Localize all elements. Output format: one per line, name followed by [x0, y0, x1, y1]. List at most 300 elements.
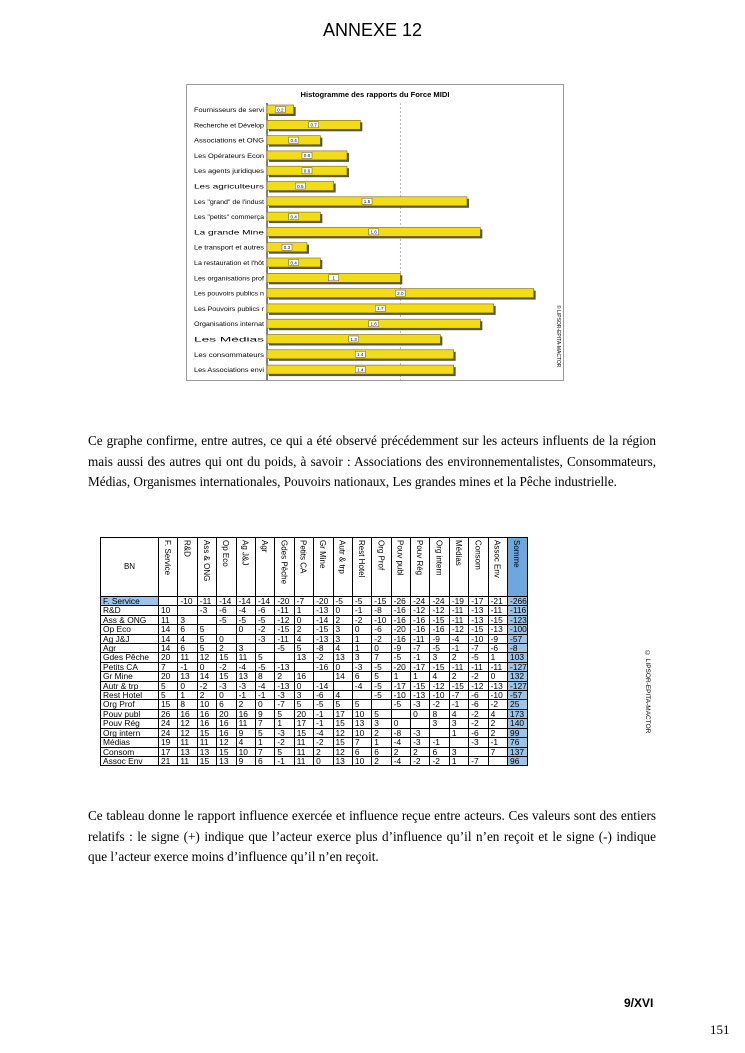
- row-label: Pouv Rég: [101, 719, 159, 728]
- column-header: [469, 538, 488, 597]
- table-cell: -10: [372, 615, 391, 624]
- table-cell: -13: [275, 662, 294, 671]
- column-header-label: Pouv Rég: [415, 540, 425, 576]
- sum-cell: 103: [508, 653, 528, 662]
- value-label: 0.6: [303, 153, 311, 159]
- table-cell: -1: [314, 709, 333, 718]
- table-cell: -2: [469, 719, 488, 728]
- sum-cell: 140: [508, 719, 528, 728]
- table-cell: 3: [236, 644, 255, 653]
- table-cell: -12: [411, 606, 430, 615]
- table-cell: -9: [430, 634, 449, 643]
- table-cell: -1: [411, 653, 430, 662]
- table-row: [101, 625, 528, 634]
- table-cell: 5: [372, 709, 391, 718]
- value-label: 0.4: [290, 214, 297, 220]
- table-cell: 6: [352, 747, 371, 756]
- chart-svg: [187, 85, 563, 380]
- table-cell: 11: [159, 615, 178, 624]
- table-cell: 6: [430, 747, 449, 756]
- table-cell: 0: [197, 662, 216, 671]
- table-cell: -3: [411, 738, 430, 747]
- table-cell: -7: [469, 756, 488, 765]
- table-cell: -16: [391, 606, 410, 615]
- table-cell: [469, 747, 488, 756]
- table-cell: 4: [178, 634, 197, 643]
- table-cell: 11: [294, 756, 313, 765]
- table-cell: -8: [391, 728, 410, 737]
- value-label: 0.3: [283, 245, 291, 250]
- column-header-label: Assoc Env: [492, 540, 502, 578]
- column-header-label: Op Eco: [221, 540, 231, 567]
- table-cell: -20: [314, 597, 333, 606]
- sum-cell: -8: [508, 644, 528, 653]
- table-cell: -7: [294, 597, 313, 606]
- table-cell: -5: [372, 691, 391, 700]
- table-cell: 8: [178, 700, 197, 709]
- sum-cell: 137: [508, 747, 528, 756]
- table-cell: -2: [469, 672, 488, 681]
- table-cell: -13: [314, 606, 333, 615]
- table-cell: 7: [255, 719, 274, 728]
- table-cell: -4: [236, 606, 255, 615]
- table-cell: [449, 738, 468, 747]
- table-cell: 1: [352, 634, 371, 643]
- table-cell: -24: [411, 597, 430, 606]
- table-cell: 2: [294, 625, 313, 634]
- value-label: 1.6: [370, 229, 377, 235]
- table-cell: -5: [314, 700, 333, 709]
- table-cell: -6: [469, 691, 488, 700]
- table-cell: -17: [469, 597, 488, 606]
- table-cell: -15: [372, 597, 391, 606]
- table-cell: -4: [391, 738, 410, 747]
- table-cell: -11: [469, 662, 488, 671]
- table-cell: [411, 719, 430, 728]
- table-cell: 13: [352, 719, 371, 728]
- table-cell: -5: [255, 662, 274, 671]
- table-cell: -14: [314, 615, 333, 624]
- table-cell: -9: [488, 634, 507, 643]
- table-cell: -12: [275, 615, 294, 624]
- table-cell: 0: [372, 644, 391, 653]
- table-cell: 6: [255, 756, 274, 765]
- table-cell: 14: [159, 644, 178, 653]
- table-cell: -15: [488, 615, 507, 624]
- table-cell: 17: [159, 747, 178, 756]
- table-cell: -5: [430, 644, 449, 653]
- table-cell: -1: [236, 691, 255, 700]
- sum-cell: -127: [508, 681, 528, 690]
- table-cell: 1: [294, 606, 313, 615]
- table-cell: 3: [449, 719, 468, 728]
- table-cell: 16: [197, 709, 216, 718]
- table-cell: -6: [469, 728, 488, 737]
- column-header: [372, 538, 391, 597]
- table-cell: -11: [449, 606, 468, 615]
- table-cell: -4: [391, 756, 410, 765]
- table-cell: 3: [430, 719, 449, 728]
- sum-cell: -127: [508, 662, 528, 671]
- table-cell: 0: [352, 625, 371, 634]
- table-cell: -2: [488, 700, 507, 709]
- row-label: Médias: [101, 738, 159, 747]
- table-cell: -14: [236, 597, 255, 606]
- category-label: Les Médias: [194, 336, 264, 344]
- table-cell: 16: [236, 709, 255, 718]
- value-label: 1.4: [357, 367, 364, 373]
- column-header: [391, 538, 410, 597]
- table-cell: 12: [217, 738, 236, 747]
- table-cell: -5: [275, 644, 294, 653]
- table-cell: 8: [430, 709, 449, 718]
- category-label: Les agents juridiques: [194, 168, 264, 176]
- table-cell: 0: [411, 709, 430, 718]
- column-header: [159, 538, 178, 597]
- table-cell: 2: [372, 728, 391, 737]
- table-cell: 2: [275, 672, 294, 681]
- table-cell: -5: [333, 597, 352, 606]
- table-cell: -5: [372, 681, 391, 690]
- table-cell: 15: [333, 738, 352, 747]
- table-cell: 11: [178, 756, 197, 765]
- category-label: Les agriculteurs: [194, 183, 264, 191]
- table-cell: 16: [197, 719, 216, 728]
- table-cell: 12: [333, 747, 352, 756]
- table-cell: 2: [411, 747, 430, 756]
- value-label: 0.7: [310, 122, 317, 128]
- table-cell: 3: [430, 653, 449, 662]
- category-label: La grande Mine: [194, 229, 265, 237]
- table-cell: -6: [217, 606, 236, 615]
- table-cell: 1: [449, 728, 468, 737]
- value-label: 0.4: [290, 260, 297, 266]
- column-header-label: Autr & trp: [337, 540, 347, 574]
- table-cell: -14: [314, 681, 333, 690]
- table-cell: 15: [217, 653, 236, 662]
- page-title: ANNEXE 12: [322, 20, 423, 40]
- row-label: Ag J&J: [101, 634, 159, 643]
- table-cell: -2: [197, 681, 216, 690]
- table-cell: 4: [333, 644, 352, 653]
- table-cell: -13: [488, 625, 507, 634]
- value-label: 0.4: [290, 137, 297, 143]
- table-cell: 2: [449, 653, 468, 662]
- row-label: Pouv publ: [101, 709, 159, 718]
- table-cell: 20: [217, 709, 236, 718]
- table-cell: -15: [449, 681, 468, 690]
- table-cell: 7: [159, 662, 178, 671]
- table-cell: 10: [159, 606, 178, 615]
- table-cell: -11: [449, 615, 468, 624]
- table-cell: 7: [255, 747, 274, 756]
- table-cell: -9: [391, 644, 410, 653]
- table-cell: -16: [411, 615, 430, 624]
- table-cell: -4: [236, 662, 255, 671]
- table-cell: [275, 653, 294, 662]
- column-header-label: Agr: [259, 540, 269, 553]
- table-cell: -2: [352, 615, 371, 624]
- table-cell: -2: [430, 700, 449, 709]
- category-label: Les "grand" de l'indust: [194, 198, 265, 206]
- table-cell: 13: [333, 756, 352, 765]
- table-cell: 4: [333, 691, 352, 700]
- table-cell: -11: [411, 634, 430, 643]
- table-cell: -1: [275, 756, 294, 765]
- table-cell: 10: [197, 700, 216, 709]
- table-cell: -13: [411, 691, 430, 700]
- table-cell: 3: [372, 719, 391, 728]
- row-label: Ass & ONG: [101, 615, 159, 624]
- table-cell: 20: [159, 653, 178, 662]
- category-label: Organisations internat: [194, 321, 265, 329]
- table-cell: 12: [197, 653, 216, 662]
- row-label: Gr Mine: [101, 672, 159, 681]
- table-cell: -3: [352, 662, 371, 671]
- table-cell: 9: [236, 756, 255, 765]
- table-cell: -3: [275, 728, 294, 737]
- table-cell: -5: [372, 662, 391, 671]
- table-cell: -2: [314, 653, 333, 662]
- table-cell: 2: [372, 756, 391, 765]
- row-label: Org Prof: [101, 700, 159, 709]
- table-cell: -20: [391, 625, 410, 634]
- column-header: [275, 538, 294, 597]
- table-cell: 5: [372, 672, 391, 681]
- sum-cell: 25: [508, 700, 528, 709]
- table-cell: 0: [314, 756, 333, 765]
- column-header: [178, 538, 197, 597]
- column-header-label: Org Prof: [376, 540, 386, 571]
- column-header: [255, 538, 274, 597]
- table-cell: 13: [236, 672, 255, 681]
- row-label: Consom: [101, 747, 159, 756]
- sum-cell: -57: [508, 691, 528, 700]
- value-label: 0.2: [277, 107, 284, 113]
- category-label: Les Associations envi: [194, 367, 264, 375]
- column-header-label: Gr Mine: [318, 540, 328, 569]
- table-cell: -3: [411, 728, 430, 737]
- value-label: 1.6: [370, 321, 377, 327]
- category-label: Fournisseurs de servi: [194, 107, 264, 114]
- table-cell: 5: [275, 747, 294, 756]
- table-cell: -6: [469, 700, 488, 709]
- table-cell: 0: [217, 691, 236, 700]
- table-cell: -3: [469, 738, 488, 747]
- table-cell: -5: [352, 597, 371, 606]
- table-cell: 11: [178, 738, 197, 747]
- column-header-label: Petits CA: [298, 540, 308, 574]
- table-cell: -15: [411, 681, 430, 690]
- table-cell: -4: [449, 634, 468, 643]
- table-cell: -11: [488, 662, 507, 671]
- table-cell: -15: [430, 615, 449, 624]
- table-cell: -5: [391, 653, 410, 662]
- table-header-row: [101, 538, 528, 597]
- table-cell: -11: [197, 597, 216, 606]
- table-cell: -5: [469, 653, 488, 662]
- table-cell: 7: [488, 747, 507, 756]
- table-cell: 5: [159, 691, 178, 700]
- table-cell: 15: [217, 747, 236, 756]
- table-cell: 10: [352, 756, 371, 765]
- value-label: 1.7: [377, 306, 384, 312]
- table-cell: 20: [159, 672, 178, 681]
- table-cell: -14: [255, 597, 274, 606]
- force-histogram-chart: [186, 84, 564, 381]
- table-cell: -4: [314, 728, 333, 737]
- value-label: 1.5: [363, 199, 371, 205]
- table-cell: -5: [255, 615, 274, 624]
- table-cell: 5: [352, 700, 371, 709]
- table-cell: -20: [391, 662, 410, 671]
- table-cell: -2: [314, 738, 333, 747]
- table-cell: 16: [217, 728, 236, 737]
- table-cell: -6: [255, 606, 274, 615]
- category-label: Les consommateurs: [194, 351, 264, 359]
- table-row: [101, 700, 528, 709]
- table-cell: 6: [372, 747, 391, 756]
- column-header: [508, 538, 528, 597]
- table-cell: 14: [159, 625, 178, 634]
- table-cell: 15: [197, 756, 216, 765]
- table-cell: 1: [255, 738, 274, 747]
- row-label: Autr & trp: [101, 681, 159, 690]
- table-cell: 7: [352, 738, 371, 747]
- table-cell: -3: [236, 681, 255, 690]
- table-cell: -15: [430, 662, 449, 671]
- column-header-label: Ag J&J: [240, 540, 250, 566]
- page-number: 151: [710, 1022, 730, 1037]
- category-label: Les Pouvoirs publics r: [194, 305, 264, 313]
- table-cell: 3: [178, 615, 197, 624]
- table-cell: -12: [469, 681, 488, 690]
- column-header-label: Gdes Pêche: [279, 540, 289, 585]
- row-label: Gdes Pêche: [101, 653, 159, 662]
- table-cell: -2: [217, 662, 236, 671]
- column-header-label: Pouv publ: [395, 540, 405, 576]
- row-label: R&D: [101, 606, 159, 615]
- table-cell: 4: [430, 672, 449, 681]
- row-label: Agr: [101, 644, 159, 653]
- table-cell: [488, 756, 507, 765]
- table-cell: -5: [236, 615, 255, 624]
- table-cell: -17: [411, 662, 430, 671]
- table-cell: -11: [488, 606, 507, 615]
- table-cell: -16: [411, 625, 430, 634]
- table-cell: 6: [178, 625, 197, 634]
- table-cell: -6: [314, 691, 333, 700]
- chart-title: Histogramme des rapports du Force MIDI: [300, 90, 450, 99]
- table-cell: -20: [275, 597, 294, 606]
- sum-cell: 76: [508, 738, 528, 747]
- table-cell: -1: [449, 700, 468, 709]
- column-header-label: F. Service: [163, 540, 172, 576]
- table-cell: 12: [333, 728, 352, 737]
- table-cell: -15: [469, 625, 488, 634]
- table-cell: -7: [449, 691, 468, 700]
- table-cell: -16: [430, 625, 449, 634]
- category-label: Les pouvoirs publics n: [194, 290, 265, 298]
- table-cell: 21: [159, 756, 178, 765]
- influence-matrix: [100, 537, 528, 766]
- table-cell: -12: [449, 625, 468, 634]
- category-label: Recherche et Dévelop: [194, 122, 265, 130]
- table-cell: 15: [217, 672, 236, 681]
- table-cell: 6: [217, 700, 236, 709]
- influence-table: [100, 537, 528, 766]
- table-cell: 5: [255, 653, 274, 662]
- table-cell: 2: [333, 615, 352, 624]
- table-cell: 1: [411, 672, 430, 681]
- sum-cell: 96: [508, 756, 528, 765]
- table-cell: -11: [275, 634, 294, 643]
- table-cell: 1: [488, 653, 507, 662]
- table-cell: -5: [391, 700, 410, 709]
- table-cell: 11: [294, 747, 313, 756]
- table-cell: -4: [255, 681, 274, 690]
- table-cell: -15: [275, 625, 294, 634]
- value-label: 0.5: [297, 183, 304, 189]
- table-cell: -15: [314, 625, 333, 634]
- table-cell: -2: [430, 756, 449, 765]
- table-cell: 3: [333, 634, 352, 643]
- column-header-label: Org intern: [434, 540, 444, 576]
- table-cell: -1: [488, 738, 507, 747]
- table-cell: 4: [236, 738, 255, 747]
- column-header-label: Médias: [453, 540, 463, 566]
- table-cell: 2: [236, 700, 255, 709]
- category-label: Le transport et autres: [194, 244, 264, 252]
- table-cell: -14: [217, 597, 236, 606]
- table-cell: -6: [488, 644, 507, 653]
- category-label: La restauration et l'hôt: [194, 260, 265, 267]
- table-row: [101, 672, 528, 681]
- table-cell: -10: [178, 597, 197, 606]
- table-cell: 24: [159, 719, 178, 728]
- table-cell: 0: [333, 606, 352, 615]
- column-header: [197, 538, 216, 597]
- table-cell: 15: [333, 719, 352, 728]
- table-cell: 3: [352, 653, 371, 662]
- table-cell: 5: [197, 634, 216, 643]
- table-cell: 15: [197, 728, 216, 737]
- table-row: [101, 606, 528, 615]
- column-header-label: R&D: [182, 540, 192, 557]
- table-cell: -13: [314, 634, 333, 643]
- table-cell: -1: [178, 662, 197, 671]
- chart-credit: © LIPSOR-EPITA-MACTOR: [555, 305, 561, 368]
- column-header: [217, 538, 236, 597]
- table-cell: 2: [197, 691, 216, 700]
- table-cell: 14: [159, 634, 178, 643]
- table-cell: 1: [449, 756, 468, 765]
- table-cell: -10: [469, 634, 488, 643]
- table-cell: -8: [372, 606, 391, 615]
- table-cell: -8: [314, 644, 333, 653]
- table-cell: -13: [469, 615, 488, 624]
- table-cell: 15: [294, 728, 313, 737]
- column-header-label: Somme: [512, 540, 522, 568]
- table-cell: 11: [236, 653, 255, 662]
- table-cell: 13: [294, 653, 313, 662]
- table-cell: 5: [159, 681, 178, 690]
- table-cell: 26: [159, 709, 178, 718]
- row-label: Petits CA: [101, 662, 159, 671]
- table-cell: 3: [333, 625, 352, 634]
- table-cell: 10: [236, 747, 255, 756]
- row-label: F. Service: [101, 597, 159, 606]
